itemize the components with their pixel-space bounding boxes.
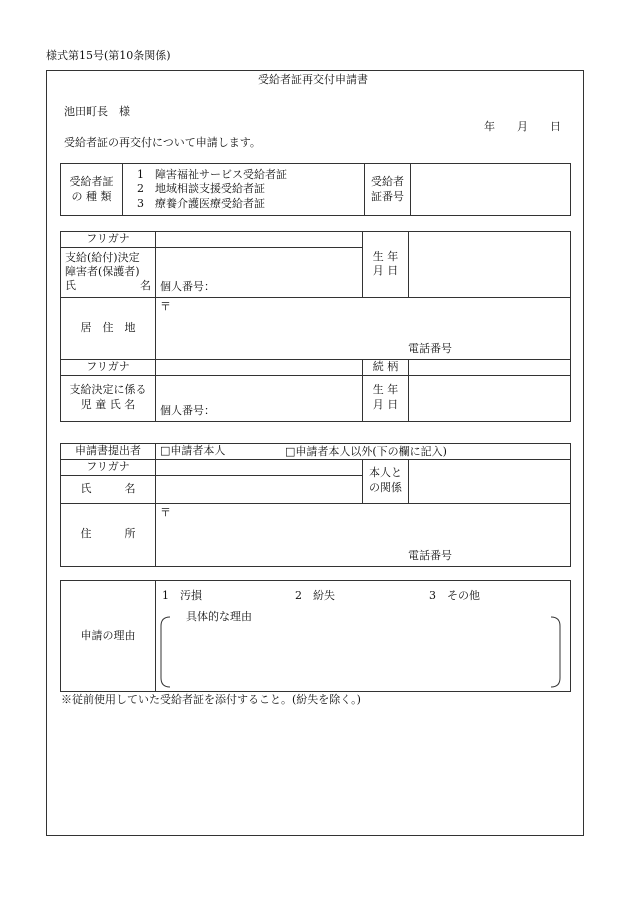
submitter-options — [156, 444, 571, 460]
specific-reason-label: 具体的な理由 — [186, 610, 252, 623]
address-field[interactable] — [156, 297, 571, 359]
certificate-type-options[interactable] — [123, 164, 365, 216]
date-label: 年 月 日 — [484, 120, 561, 133]
child-name-field[interactable] — [156, 375, 363, 421]
applicant-name-field[interactable] — [156, 475, 363, 503]
reason-option-soiled[interactable]: 1 汚損 — [162, 589, 202, 602]
option-applicant-self[interactable]: □申請者本人 — [160, 444, 226, 457]
personal-number-label: 個人番号： — [160, 280, 215, 293]
phone-label: 電話番号 — [408, 342, 452, 355]
applicant-furigana-field[interactable] — [156, 459, 363, 475]
certificate-number-field[interactable] — [411, 164, 571, 216]
applicant-address-field[interactable] — [156, 503, 571, 566]
specific-reason-field[interactable] — [172, 628, 552, 684]
recipient-table — [60, 231, 571, 422]
addressee: 池田町長 様 — [64, 105, 130, 118]
option-applicant-other[interactable]: □申請者本人以外(下の欄に記入) — [285, 445, 447, 458]
applicant-name-label: 氏 名 — [61, 475, 156, 503]
certificate-table — [60, 163, 571, 216]
recipient-name-field[interactable] — [156, 247, 363, 297]
relationship-label: 本人と の関係 — [363, 459, 409, 503]
certificate-number-label: 受給者 証番号 — [365, 164, 411, 216]
certificate-type-label: 受給者証 の 種 類 — [61, 164, 123, 216]
relation-field[interactable] — [409, 359, 571, 375]
relationship-field[interactable] — [409, 459, 571, 503]
recipient-name-label: 支給(給付)決定 障害者(保護者) 氏 名 — [61, 247, 156, 297]
applicant-address-label: 住 所 — [61, 503, 156, 566]
applicant-furigana-label: フリガナ — [61, 459, 156, 475]
intro-text: 受給者証の再交付について申請します。 — [64, 136, 261, 149]
applicant-postal-mark: 〒 — [160, 505, 171, 519]
form-number: 様式第15号(第10条関係) — [46, 49, 171, 62]
furigana-field[interactable] — [156, 232, 363, 248]
address-label: 居 住 地 — [61, 297, 156, 359]
child-furigana-label: フリガナ — [61, 359, 156, 375]
footnote: ※従前使用していた受給者証を添付すること。(紛失を除く。) — [61, 693, 361, 706]
child-birth-date-label: 生 年 月 日 — [363, 375, 409, 421]
child-furigana-field[interactable] — [156, 359, 363, 375]
applicant-phone-label: 電話番号 — [408, 548, 452, 562]
certificate-type-option-1[interactable]: 1 障害福祉サービス受給者証 — [137, 168, 287, 182]
applicant-table — [60, 443, 571, 567]
page-title: 受給者証再交付申請書 — [258, 73, 368, 86]
relation-label: 続 柄 — [363, 359, 409, 375]
birth-date-field[interactable] — [409, 232, 571, 298]
reason-option-other[interactable]: 3 その他 — [429, 589, 480, 602]
child-personal-number-label: 個人番号： — [160, 403, 215, 417]
child-name-label: 支給決定に係る 児 童 氏 名 — [61, 375, 156, 421]
child-birth-date-field[interactable] — [409, 375, 571, 421]
certificate-type-option-3[interactable]: 3 療養介護医療受給者証 — [137, 196, 265, 210]
reason-option-lost[interactable]: 2 紛失 — [295, 589, 335, 602]
submitter-label: 申請書提出者 — [61, 444, 156, 460]
certificate-type-option-2[interactable]: 2 地域相談支援受給者証 — [137, 182, 265, 196]
postal-mark: 〒 — [160, 299, 171, 313]
reason-label: 申請の理由 — [61, 581, 156, 692]
birth-date-label: 生 年 月 日 — [363, 232, 409, 298]
furigana-label: フリガナ — [61, 232, 156, 248]
